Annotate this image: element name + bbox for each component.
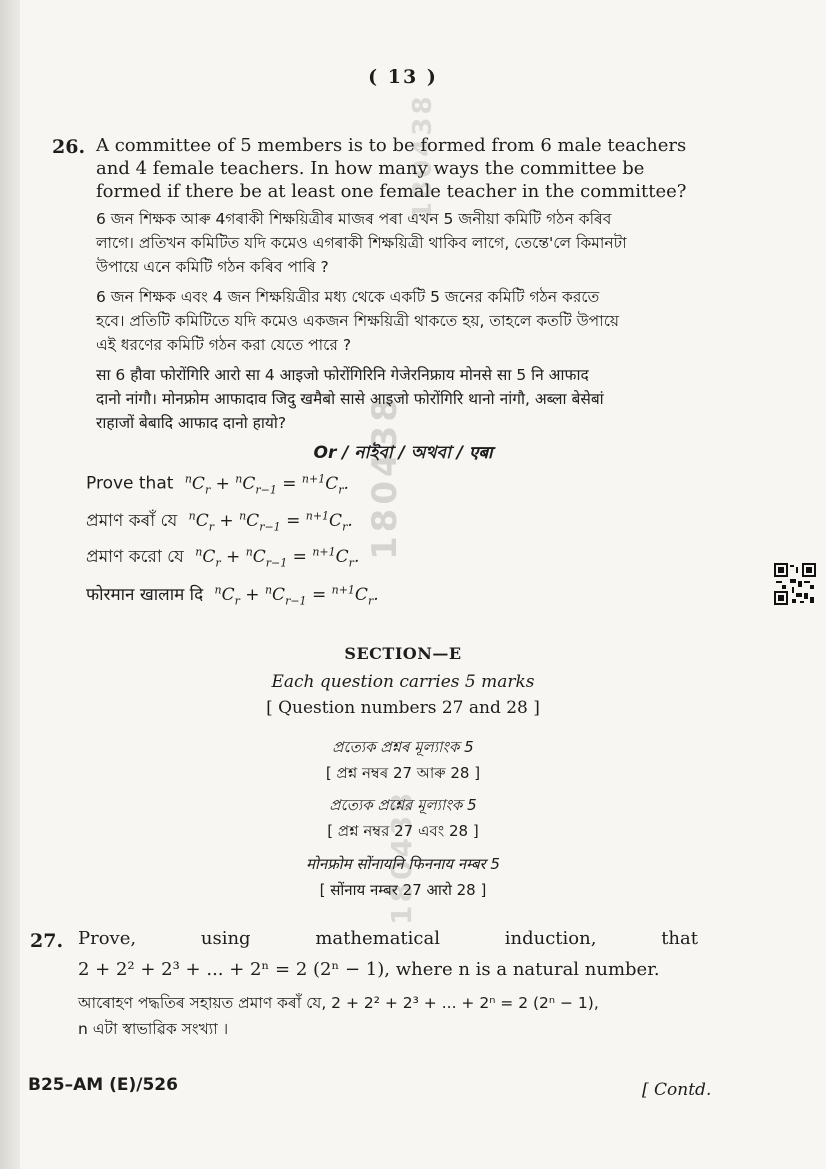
watermark-middle: 180438 <box>365 394 405 560</box>
exam-page <box>20 0 826 1169</box>
combination-formula: $^nC_r + ^nC_{r-1} = ^{n+1}C_r$. <box>195 545 360 570</box>
page-number: ( 13 ) <box>368 66 438 88</box>
q26-english-line-1: A committee of 5 members is to be formed from 6 male teachers <box>96 135 687 156</box>
watermark-bottom: 180438 <box>385 790 418 925</box>
proof-row-bengali <box>86 544 359 572</box>
continued-label: [ Contd. <box>642 1080 712 1100</box>
section-e-title: SECTION—E <box>344 644 462 663</box>
section-e-question-numbers: [ Question numbers 27 and 28 ] <box>266 698 540 718</box>
q27-english-line-1: Prove, using mathematical induction, that <box>78 928 698 949</box>
combination-formula: $^nC_r + ^nC_{r-1} = ^{n+1}C_r$. <box>214 583 379 608</box>
section-e-bodo-qnums: [ सोंनाय नम्बर 27 आरो 28 ] <box>319 881 487 899</box>
section-e-assamese-qnums: [ প্ৰশ্ন নম্বৰ 27 আৰু 28 ] <box>325 764 481 782</box>
proof-prefix: फोरमान खालाम दि <box>86 585 204 605</box>
proof-row-assamese <box>86 508 353 536</box>
section-e-bengali-marks: প্রত্যেক প্রশ্নের মূল্যাংক 5 <box>329 796 477 814</box>
section-e-assamese-marks: প্ৰত্যেক প্ৰশ্নৰ মূল্যাংক 5 <box>332 738 474 756</box>
watermark-top: 180438 <box>408 93 438 220</box>
combination-formula: $^nC_r + ^nC_{r-1} = ^{n+1}C_r$. <box>188 509 353 534</box>
q26-assamese-line-2: লাগে। প্ৰতিখন কমিটিত যদি কমেও এগৰাকী শিক্ষয়িত্ৰী থাকিব লাগে, তেন্তে'লে কিমানটা <box>96 234 627 252</box>
q26-bodo-line-1: सा 6 हौवा फोरोंगिरि आरो सा 4 आइजो फोरोंगिरिनि गेजेरनिफ्राय मोनसे सा 5 नि आफाद <box>96 366 589 384</box>
q27-english-line-2: 2 + 2² + 2³ + ... + 2ⁿ = 2 (2ⁿ − 1), where n is a natural number. <box>78 959 660 980</box>
q26-assamese-line-3: উপায়ে এনে কমিটি গঠন কৰিব পাৰি ? <box>96 258 329 276</box>
q26-bengali-line-3: এই ধরণের কমিটি গঠন করা যেতে পারে ? <box>96 336 352 354</box>
q26-bodo-line-3: राहाजों बेबादि आफाद दानो हायो? <box>96 414 287 432</box>
section-e-bodo-marks: मोनफ्रोम सोंनायनि फिननाय नम्बर 5 <box>306 855 500 873</box>
paper-code: B25–AM (E)/526 <box>28 1075 178 1095</box>
proof-prefix: প্ৰমাণ কৰাঁ যে <box>86 511 178 531</box>
section-e-bengali-qnums: [ প্রশ্ন নম্বর 27 এবং 28 ] <box>327 822 479 840</box>
q26-bodo-line-2: दानो नांगौ। मोनफ्रोम आफादाव जिदु खमैबो सासे आइजो फोरोंगिरि थानो नांगौ, अब्ला बेसेबां <box>96 390 604 408</box>
q27-assamese-line-1: আৰোহণ পদ্ধতিৰ সহায়ত প্ৰমাণ কৰাঁ যে, 2 + 2² + 2³ + ... + 2ⁿ = 2 (2ⁿ − 1), <box>78 994 599 1012</box>
q27-assamese-line-2: n এটা স্বাভাৱিক সংখ্যা । <box>78 1020 229 1038</box>
q26-english-line-2: and 4 female teachers. In how many ways the committee be <box>96 158 645 179</box>
proof-prefix: Prove that <box>86 473 174 494</box>
qr-code-icon <box>774 563 816 605</box>
question-26-number: 26. <box>52 136 86 158</box>
page-left-edge <box>0 0 20 1169</box>
q26-bengali-line-2: হবে। প্রতিটি কমিটিতে যদি কমেও একজন শিক্ষয়িত্রী থাকতে হয়, তাহলে কতটি উপায়ে <box>96 312 620 330</box>
or-separator: Or / নাইবা / অথবা / एबा <box>313 443 493 463</box>
proof-prefix: প্রমাণ করো যে <box>86 547 184 567</box>
proof-row-bodo <box>86 582 379 607</box>
q26-assamese-line-1: 6 জন শিক্ষক আৰু 4গৰাকী শিক্ষয়িত্ৰীৰ মাজৰ পৰা এখন 5 জনীয়া কমিটি গঠন কৰিব <box>96 210 612 228</box>
combination-formula: $^nC_r + ^nC_{r-1} = ^{n+1}C_r$. <box>184 472 349 497</box>
q26-english-line-3: formed if there be at least one female teacher in the committee? <box>96 181 687 202</box>
proof-row-english <box>86 472 349 496</box>
q26-bengali-line-1: 6 জন শিক্ষক এবং 4 জন শিক্ষয়িত্রীর মধ্য থেকে একটি 5 জনের কমিটি গঠন করতে <box>96 288 600 306</box>
question-27-number: 27. <box>30 930 64 952</box>
section-e-marks: Each question carries 5 marks <box>271 672 535 692</box>
